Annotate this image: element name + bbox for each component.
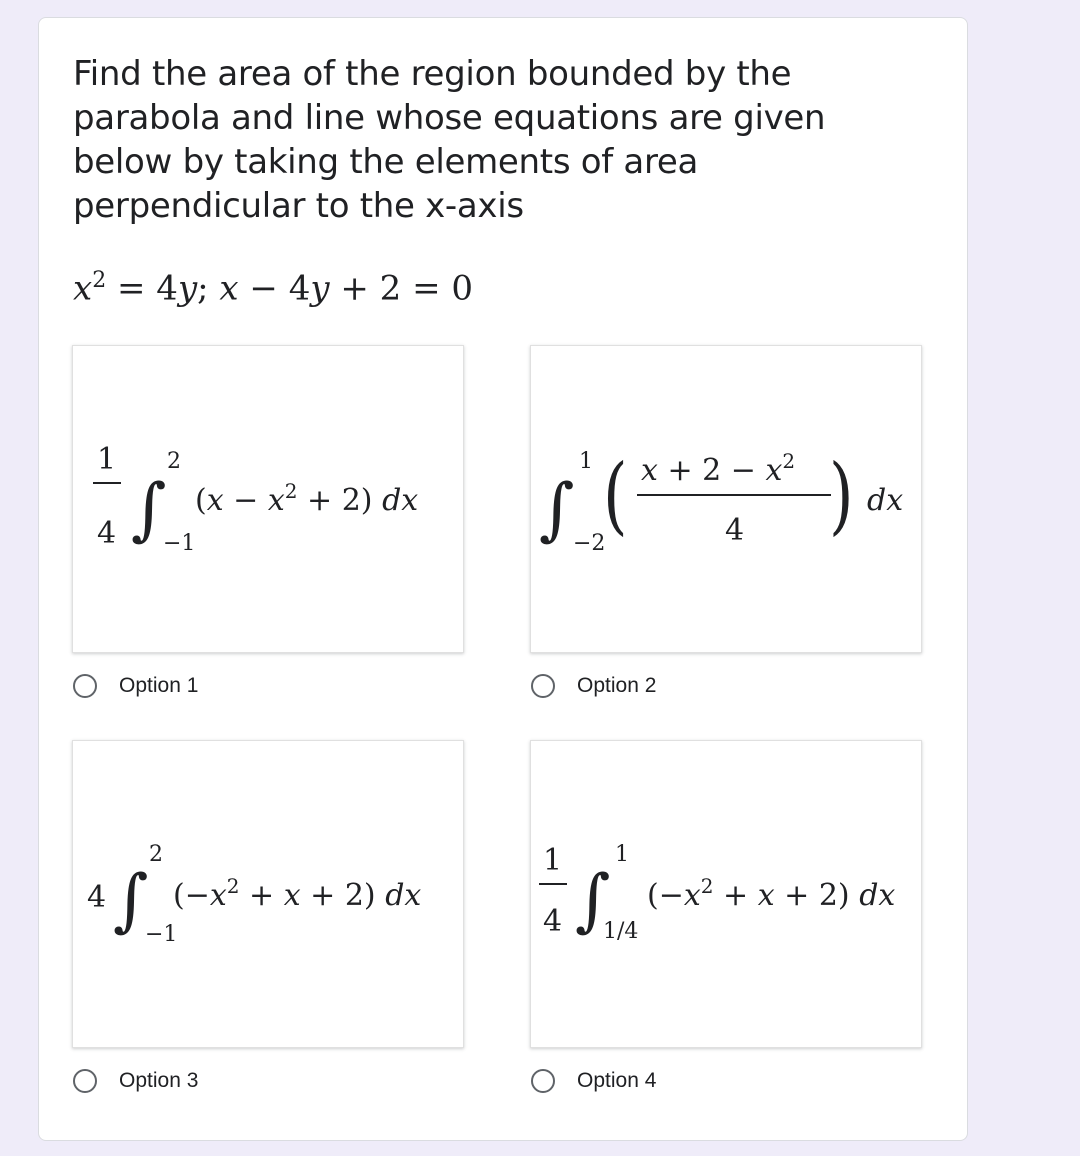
option-4-radio[interactable] — [531, 1069, 555, 1093]
option-1-radio[interactable] — [73, 674, 97, 698]
svg-text:−1: −1 — [145, 922, 178, 947]
svg-text:∫: ∫ — [131, 470, 167, 549]
option-4-image[interactable] — [530, 740, 922, 1048]
question-equation: $x^2 = 4y$; x − 4y + 2 = 0 — [73, 268, 474, 309]
option-1-image[interactable] — [72, 345, 464, 653]
svg-text:4: 4 — [87, 880, 107, 915]
svg-text:2: 2 — [167, 449, 181, 474]
option-4-formula — [531, 741, 923, 1049]
option-3-radio-row[interactable] — [73, 1069, 198, 1093]
svg-text:4: 4 — [97, 516, 117, 551]
svg-text:(−x2 + x + 2) dx: $(-x^2 + x + 2)$ dx — [173, 874, 422, 913]
svg-text:dx: dx — [867, 483, 904, 518]
option-4-radio-row[interactable] — [531, 1069, 656, 1093]
option-1-radio-row[interactable] — [73, 674, 198, 698]
option-2-radio-row[interactable] — [531, 674, 656, 698]
svg-text:1: 1 — [97, 442, 117, 477]
svg-text:1: 1 — [543, 843, 563, 878]
svg-text:4: 4 — [543, 904, 563, 939]
svg-text:(: ( — [603, 445, 628, 545]
option-1-formula — [73, 346, 465, 654]
option-2-image[interactable] — [530, 345, 922, 653]
option-2-radio[interactable] — [531, 674, 555, 698]
svg-text:2: 2 — [149, 842, 163, 867]
svg-text:∫: ∫ — [539, 470, 575, 549]
option-4-label: Option 4 — [577, 1069, 657, 1092]
svg-text:x + 2 − x2: $x + 2 - x^2$ — [641, 449, 796, 488]
svg-text:∫: ∫ — [113, 861, 149, 940]
question-text: Find the area of the region bounded by the parabola and line whose equations are given below by taking the elements of area perpendicular to the x-axis — [73, 54, 826, 226]
svg-text:(x − x2 + 2) dx: $(x - x^2 + 2)$ dx — [195, 479, 419, 518]
option-3-image[interactable] — [72, 740, 464, 1048]
svg-text:(−x2 + x + 2) dx: $(-x^2 + x + 2)$ dx — [647, 874, 896, 913]
svg-text:−1: −1 — [163, 531, 196, 556]
option-2-formula — [531, 346, 923, 654]
option-3-radio[interactable] — [73, 1069, 97, 1093]
option-2-label: Option 2 — [577, 674, 657, 697]
svg-text:1/4: 1/4 — [603, 919, 639, 944]
svg-text:−2: −2 — [573, 531, 606, 556]
option-1-label: Option 1 — [119, 674, 199, 697]
option-3-label: Option 3 — [119, 1069, 199, 1092]
svg-text:): ) — [829, 445, 854, 545]
svg-text:4: 4 — [725, 513, 745, 548]
svg-text:∫: ∫ — [575, 861, 611, 940]
option-3-formula — [73, 741, 465, 1049]
svg-text:1: 1 — [579, 449, 593, 474]
svg-text:1: 1 — [615, 842, 629, 867]
